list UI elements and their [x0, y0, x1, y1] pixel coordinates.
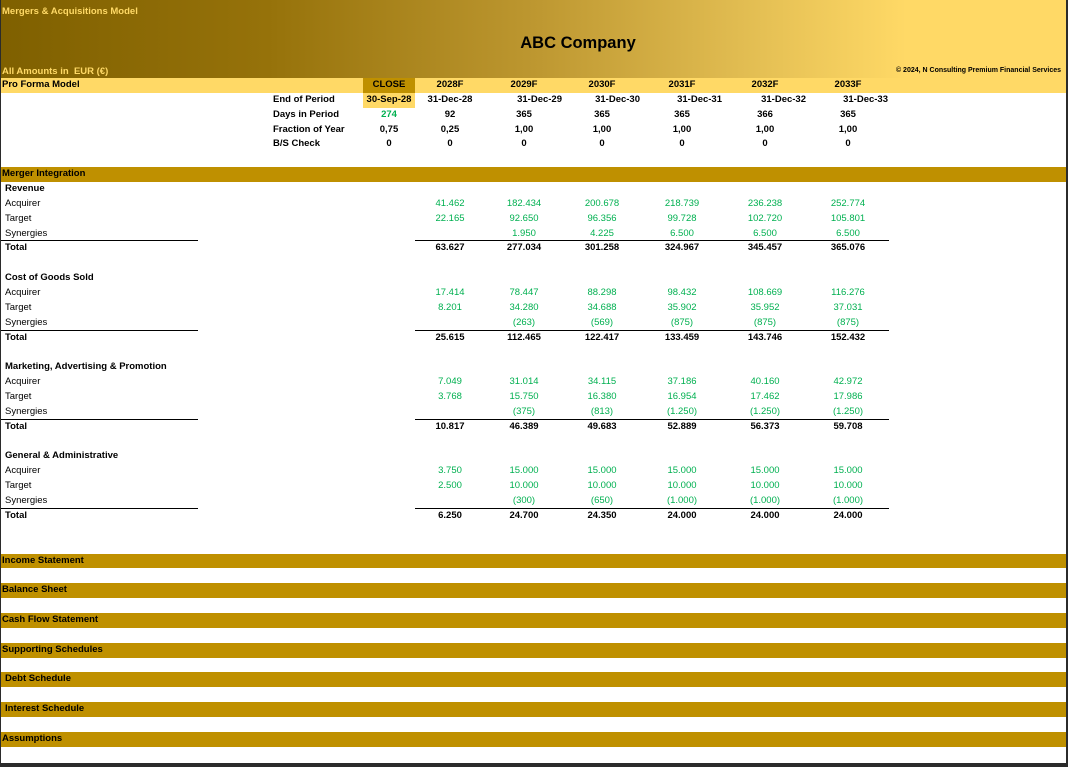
general-administrative-target-2033f-cell[interactable]: 10.000: [833, 480, 863, 492]
general-administrative-target-label[interactable]: Target: [5, 480, 32, 492]
cost-of-goods-sold-acquirer-2031f-cell[interactable]: 98.432: [667, 287, 697, 299]
general-administrative-acquirer-2028f-cell[interactable]: 3.750: [438, 465, 462, 477]
cost-of-goods-sold-target-2029f-cell[interactable]: 34.280: [509, 301, 539, 313]
end-of-period-close-cell[interactable]: 30-Sep-28: [363, 93, 415, 108]
end-of-period-2029f-cell[interactable]: 31-Dec-29: [517, 93, 562, 105]
cost-of-goods-sold-synergies-2032f-cell[interactable]: (875): [723, 316, 807, 331]
revenue-acquirer-2030f-cell[interactable]: 200.678: [584, 197, 620, 209]
cost-of-goods-sold-acquirer-2029f-cell[interactable]: 78.447: [509, 287, 539, 299]
blank-row: [1, 345, 1066, 360]
cost-of-goods-sold-total-2030f-cell[interactable]: 122.417: [584, 331, 620, 343]
general-administrative-total-2028f-cell[interactable]: 6.250: [438, 509, 462, 521]
revenue-title-row: [1, 182, 1066, 197]
cost-of-goods-sold-acquirer-2030f-cell[interactable]: 88.298: [587, 287, 617, 299]
marketing-advertising-promotion-total-row: [1, 420, 1066, 435]
fraction-of-year-2028f-cell[interactable]: 0,25: [440, 123, 460, 135]
column-header-2030f[interactable]: 2030F: [588, 79, 616, 90]
general-administrative-synergies-row: [1, 494, 1066, 509]
days-in-period-label[interactable]: Days in Period: [273, 108, 339, 120]
blank-row: [1, 687, 1066, 702]
b-s-check-2028f-cell[interactable]: 0: [447, 138, 453, 150]
cost-of-goods-sold-synergies-2029f-cell[interactable]: (263): [485, 316, 563, 331]
general-administrative-total-2031f-cell[interactable]: 24.000: [667, 509, 697, 521]
revenue-total-2029f-cell[interactable]: 277.034: [506, 242, 542, 254]
revenue-total-row: [1, 241, 1066, 256]
general-administrative-synergies-2031f-cell[interactable]: (1.000): [641, 494, 723, 509]
column-header-close[interactable]: CLOSE: [363, 78, 415, 93]
general-administrative-total-2030f-cell[interactable]: 24.350: [587, 509, 617, 521]
days-in-period-2028f-cell[interactable]: 92: [444, 108, 456, 120]
cost-of-goods-sold-acquirer-2028f-cell[interactable]: 17.414: [435, 287, 465, 299]
revenue-synergies-2031f-cell[interactable]: 6.500: [641, 227, 723, 242]
general-administrative-acquirer-label[interactable]: Acquirer: [5, 465, 41, 477]
section-bar-merger-integration: [1, 167, 1066, 182]
b-s-check-2033f-cell[interactable]: 0: [845, 138, 851, 150]
section-bar-assumptions: [1, 732, 1066, 747]
days-in-period-close-cell[interactable]: 274: [381, 108, 397, 120]
column-header-2032f[interactable]: 2032F: [751, 79, 779, 90]
cost-of-goods-sold-acquirer-2033f-cell[interactable]: 116.276: [831, 287, 865, 299]
end-of-period-2028f-cell[interactable]: 31-Dec-28: [427, 93, 473, 105]
b-s-check-2031f-cell[interactable]: 0: [679, 138, 685, 150]
section-title-merger-integration[interactable]: Merger Integration: [2, 168, 86, 180]
general-administrative-synergies-2029f-cell[interactable]: (300): [485, 494, 563, 509]
end-of-period-row: [1, 93, 1066, 108]
marketing-advertising-promotion-target-row: [1, 390, 1066, 405]
marketing-advertising-promotion-target-2033f-cell[interactable]: 17.986: [833, 391, 863, 403]
header-row: [1, 78, 1066, 93]
general-administrative-synergies-2030f-cell[interactable]: (650): [563, 494, 641, 509]
general-administrative-total-2032f-cell[interactable]: 24.000: [750, 509, 780, 521]
marketing-advertising-promotion-synergies-label[interactable]: Synergies: [1, 405, 198, 420]
revenue-acquirer-2032f-cell[interactable]: 236.238: [747, 197, 783, 209]
revenue-synergies-2033f-cell[interactable]: 6.500: [807, 227, 889, 242]
section-bar-income-statement: [1, 554, 1066, 569]
cost-of-goods-sold-total-row: [1, 331, 1066, 346]
general-administrative-synergies-2033f-cell[interactable]: (1.000): [807, 494, 889, 509]
general-administrative-acquirer-2033f-cell[interactable]: 15.000: [833, 465, 863, 477]
days-in-period-2031f-cell[interactable]: 365: [674, 108, 690, 120]
revenue-total-2032f-cell[interactable]: 345.457: [747, 242, 783, 254]
marketing-advertising-promotion-synergies-2033f-cell[interactable]: (1.250): [807, 405, 889, 420]
cost-of-goods-sold-total-label[interactable]: Total: [5, 331, 27, 343]
cost-of-goods-sold-synergies-2031f-cell[interactable]: (875): [641, 316, 723, 331]
marketing-advertising-promotion-target-2030f-cell[interactable]: 16.380: [587, 391, 617, 403]
revenue-target-2033f-cell[interactable]: 105.801: [830, 212, 866, 224]
column-header-2033f[interactable]: 2033F: [834, 79, 862, 90]
revenue-acquirer-2033f-cell[interactable]: 252.774: [830, 197, 866, 209]
blank-row: [1, 524, 1066, 539]
marketing-advertising-promotion-synergies-2030f-cell[interactable]: (813): [563, 405, 641, 420]
end-of-period-label[interactable]: End of Period: [273, 93, 335, 105]
revenue-target-row: [1, 212, 1066, 227]
section-bar-interest-schedule: [1, 702, 1066, 717]
revenue-acquirer-label[interactable]: Acquirer: [5, 197, 41, 209]
marketing-advertising-promotion-acquirer-2032f-cell[interactable]: 40.160: [750, 376, 780, 388]
general-administrative-synergies-2028f-cell[interactable]: [415, 494, 485, 509]
blank-row: [1, 568, 1066, 583]
revenue-total-2031f-cell[interactable]: 324.967: [664, 242, 700, 254]
days-in-period-2030f-cell[interactable]: 365: [594, 108, 610, 120]
cost-of-goods-sold-acquirer-row: [1, 286, 1066, 301]
fraction-of-year-2029f-cell[interactable]: 1,00: [514, 123, 534, 135]
general-administrative-target-2031f-cell[interactable]: 10.000: [667, 480, 697, 492]
cost-of-goods-sold-target-label[interactable]: Target: [5, 301, 32, 313]
fraction-of-year-2032f-cell[interactable]: 1,00: [755, 123, 775, 135]
cost-of-goods-sold-total-2032f-cell[interactable]: 143.746: [747, 331, 783, 343]
copyright-note[interactable]: © 2024, N Consulting Premium Financial Services: [895, 67, 1061, 74]
marketing-advertising-promotion-target-label[interactable]: Target: [5, 391, 32, 403]
section-bar-debt-schedule: [1, 672, 1066, 687]
section-bar-supporting-schedules: [1, 643, 1066, 658]
blank-row: [1, 628, 1066, 643]
blank-row: [1, 747, 1066, 762]
cost-of-goods-sold-synergies-label[interactable]: Synergies: [1, 316, 198, 331]
fraction-of-year-2030f-cell[interactable]: 1,00: [592, 123, 612, 135]
section-bar-cash-flow-statement: [1, 613, 1066, 628]
marketing-advertising-promotion-acquirer-2029f-cell[interactable]: 31.014: [509, 376, 539, 388]
blank-row: [1, 717, 1066, 732]
fraction-of-year-label[interactable]: Fraction of Year: [273, 123, 345, 135]
b-s-check-2030f-cell[interactable]: 0: [599, 138, 605, 150]
revenue-target-2028f-cell[interactable]: 22.165: [435, 212, 465, 224]
general-administrative-synergies-2032f-cell[interactable]: (1.000): [723, 494, 807, 509]
marketing-advertising-promotion-total-2028f-cell[interactable]: 10.817: [435, 420, 465, 432]
revenue-target-2030f-cell[interactable]: 96.356: [587, 212, 617, 224]
revenue-synergies-2029f-cell[interactable]: 1.950: [485, 227, 563, 242]
revenue-total-2033f-cell[interactable]: 365.076: [830, 242, 866, 254]
blank-row: [1, 152, 1066, 167]
revenue-title[interactable]: Revenue: [5, 183, 45, 195]
cost-of-goods-sold-acquirer-label[interactable]: Acquirer: [5, 287, 41, 299]
revenue-acquirer-2028f-cell[interactable]: 41.462: [435, 197, 465, 209]
b-s-check-row: [1, 137, 1066, 152]
b-s-check-label[interactable]: B/S Check: [273, 138, 320, 150]
revenue-acquirer-row: [1, 197, 1066, 212]
marketing-advertising-promotion-acquirer-2031f-cell[interactable]: 37.186: [667, 376, 697, 388]
b-s-check-2029f-cell[interactable]: 0: [521, 138, 527, 150]
revenue-target-2032f-cell[interactable]: 102.720: [747, 212, 783, 224]
blank-row: [1, 658, 1066, 673]
general-administrative-acquirer-2032f-cell[interactable]: 15.000: [750, 465, 780, 477]
revenue-synergies-2032f-cell[interactable]: 6.500: [723, 227, 807, 242]
cost-of-goods-sold-target-2028f-cell[interactable]: 8.201: [438, 301, 462, 313]
revenue-target-label[interactable]: Target: [5, 212, 32, 224]
section-title-balance-sheet[interactable]: Balance Sheet: [2, 584, 67, 596]
revenue-synergies-2030f-cell[interactable]: 4.225: [563, 227, 641, 242]
cost-of-goods-sold-synergies-2028f-cell[interactable]: [415, 316, 485, 331]
section-title-supporting-schedules[interactable]: Supporting Schedules: [2, 643, 103, 655]
marketing-advertising-promotion-total-2033f-cell[interactable]: 59.708: [833, 420, 863, 432]
cost-of-goods-sold-synergies-2030f-cell[interactable]: (569): [563, 316, 641, 331]
marketing-advertising-promotion-synergies-2032f-cell[interactable]: (1.250): [723, 405, 807, 420]
marketing-advertising-promotion-total-2032f-cell[interactable]: 56.373: [750, 420, 780, 432]
cost-of-goods-sold-target-2030f-cell[interactable]: 34.688: [587, 301, 617, 313]
marketing-advertising-promotion-acquirer-2028f-cell[interactable]: 7.049: [438, 376, 462, 388]
revenue-total-label[interactable]: Total: [5, 242, 27, 254]
section-title-income-statement[interactable]: Income Statement: [2, 554, 84, 566]
fraction-of-year-close-cell[interactable]: 0,75: [379, 123, 399, 135]
end-of-period-2032f-cell[interactable]: 31-Dec-32: [761, 93, 806, 105]
model-title[interactable]: Mergers & Acquisitions Model: [2, 6, 138, 17]
general-administrative-acquirer-2030f-cell[interactable]: 15.000: [587, 465, 617, 477]
fraction-of-year-2031f-cell[interactable]: 1,00: [672, 123, 692, 135]
blank-row: [1, 256, 1066, 271]
general-administrative-target-2030f-cell[interactable]: 10.000: [587, 480, 617, 492]
cost-of-goods-sold-target-2032f-cell[interactable]: 35.952: [750, 301, 780, 313]
revenue-synergies-row: [1, 227, 1066, 242]
blank-row: [1, 598, 1066, 613]
sheet-rows: [1, 78, 1066, 762]
marketing-advertising-promotion-total-2030f-cell[interactable]: 49.683: [587, 420, 617, 432]
blank-row: [1, 435, 1066, 450]
general-administrative-title-row: [1, 449, 1066, 464]
marketing-advertising-promotion-synergies-2028f-cell[interactable]: [415, 405, 485, 420]
marketing-advertising-promotion-target-2032f-cell[interactable]: 17.462: [750, 391, 780, 403]
marketing-advertising-promotion-synergies-2031f-cell[interactable]: (1.250): [641, 405, 723, 420]
marketing-advertising-promotion-synergies-2029f-cell[interactable]: (375): [485, 405, 563, 420]
general-administrative-total-2033f-cell[interactable]: 24.000: [833, 509, 863, 521]
cost-of-goods-sold-title-row: [1, 271, 1066, 286]
column-header-2028f[interactable]: 2028F: [436, 79, 464, 90]
marketing-advertising-promotion-acquirer-2030f-cell[interactable]: 34.115: [587, 376, 617, 388]
cost-of-goods-sold-target-2033f-cell[interactable]: 37.031: [833, 301, 863, 313]
revenue-acquirer-2031f-cell[interactable]: 218.739: [664, 197, 700, 209]
end-of-period-2033f-cell[interactable]: 31-Dec-33: [843, 93, 888, 105]
marketing-advertising-promotion-title[interactable]: Marketing, Advertising & Promotion: [5, 361, 167, 373]
section-title-assumptions[interactable]: Assumptions: [2, 732, 63, 744]
column-header-2029f[interactable]: 2029F: [510, 79, 538, 90]
cost-of-goods-sold-target-2031f-cell[interactable]: 35.902: [667, 301, 697, 313]
revenue-target-2031f-cell[interactable]: 99.728: [667, 212, 697, 224]
general-administrative-acquirer-2029f-cell[interactable]: 15.000: [509, 465, 539, 477]
marketing-advertising-promotion-target-2031f-cell[interactable]: 16.954: [667, 391, 697, 403]
currency-note[interactable]: All Amounts in EUR (€): [2, 66, 109, 77]
cost-of-goods-sold-total-2031f-cell[interactable]: 133.459: [664, 331, 700, 343]
marketing-advertising-promotion-total-label[interactable]: Total: [5, 420, 27, 432]
marketing-advertising-promotion-synergies-row: [1, 405, 1066, 420]
marketing-advertising-promotion-acquirer-row: [1, 375, 1066, 390]
title-banner: [1, 0, 1066, 78]
cost-of-goods-sold-synergies-2033f-cell[interactable]: (875): [807, 316, 889, 331]
section-title-interest-schedule[interactable]: Interest Schedule: [5, 703, 85, 715]
end-of-period-2030f-cell[interactable]: 31-Dec-30: [595, 93, 640, 105]
general-administrative-total-row: [1, 509, 1066, 524]
column-header-2031f[interactable]: 2031F: [668, 79, 696, 90]
general-administrative-acquirer-row: [1, 464, 1066, 479]
marketing-advertising-promotion-target-2029f-cell[interactable]: 15.750: [509, 391, 539, 403]
general-administrative-target-2032f-cell[interactable]: 10.000: [750, 480, 780, 492]
end-of-period-2031f-cell[interactable]: 31-Dec-31: [677, 93, 722, 105]
blank-row: [1, 539, 1066, 554]
revenue-acquirer-2029f-cell[interactable]: 182.434: [506, 197, 542, 209]
section-title-debt-schedule[interactable]: Debt Schedule: [5, 673, 71, 685]
marketing-advertising-promotion-title-row: [1, 360, 1066, 375]
general-administrative-target-2028f-cell[interactable]: 2.500: [438, 480, 462, 492]
general-administrative-synergies-label[interactable]: Synergies: [1, 494, 198, 509]
cost-of-goods-sold-total-2033f-cell[interactable]: 152.432: [830, 331, 866, 343]
cost-of-goods-sold-target-row: [1, 301, 1066, 316]
company-name[interactable]: ABC Company: [520, 34, 636, 52]
section-title-cash-flow-statement[interactable]: Cash Flow Statement: [2, 613, 99, 625]
cost-of-goods-sold-title[interactable]: Cost of Goods Sold: [5, 272, 94, 284]
revenue-total-2030f-cell[interactable]: 301.258: [584, 242, 620, 254]
cost-of-goods-sold-total-2029f-cell[interactable]: 112.465: [507, 331, 541, 343]
b-s-check-close-cell[interactable]: 0: [386, 138, 392, 150]
cost-of-goods-sold-acquirer-2032f-cell[interactable]: 108.669: [747, 287, 783, 299]
general-administrative-target-2029f-cell[interactable]: 10.000: [509, 480, 539, 492]
fraction-of-year-2033f-cell[interactable]: 1,00: [838, 123, 858, 135]
revenue-synergies-2028f-cell[interactable]: [415, 227, 485, 242]
general-administrative-title[interactable]: General & Administrative: [5, 450, 119, 462]
days-in-period-2033f-cell[interactable]: 365: [840, 108, 856, 120]
general-administrative-total-2029f-cell[interactable]: 24.700: [509, 509, 539, 521]
general-administrative-total-label[interactable]: Total: [5, 509, 27, 521]
section-bar-balance-sheet: [1, 583, 1066, 598]
revenue-synergies-label[interactable]: Synergies: [1, 227, 198, 242]
pro-forma-model-label[interactable]: Pro Forma Model: [2, 79, 80, 90]
days-in-period-2032f-cell[interactable]: 366: [757, 108, 773, 120]
general-administrative-target-row: [1, 479, 1066, 494]
marketing-advertising-promotion-target-2028f-cell[interactable]: 3.768: [438, 391, 462, 403]
marketing-advertising-promotion-acquirer-2033f-cell[interactable]: 42.972: [833, 376, 863, 388]
cost-of-goods-sold-synergies-row: [1, 316, 1066, 331]
marketing-advertising-promotion-acquirer-label[interactable]: Acquirer: [5, 376, 41, 388]
marketing-advertising-promotion-total-2031f-cell[interactable]: 52.889: [667, 420, 697, 432]
cost-of-goods-sold-total-2028f-cell[interactable]: 25.615: [435, 331, 465, 343]
marketing-advertising-promotion-total-2029f-cell[interactable]: 46.389: [509, 420, 539, 432]
revenue-total-2028f-cell[interactable]: 63.627: [435, 242, 465, 254]
b-s-check-2032f-cell[interactable]: 0: [762, 138, 768, 150]
general-administrative-acquirer-2031f-cell[interactable]: 15.000: [667, 465, 697, 477]
revenue-target-2029f-cell[interactable]: 92.650: [509, 212, 539, 224]
fraction-of-year-row: [1, 123, 1066, 138]
days-in-period-row: [1, 108, 1066, 123]
days-in-period-2029f-cell[interactable]: 365: [516, 108, 532, 120]
